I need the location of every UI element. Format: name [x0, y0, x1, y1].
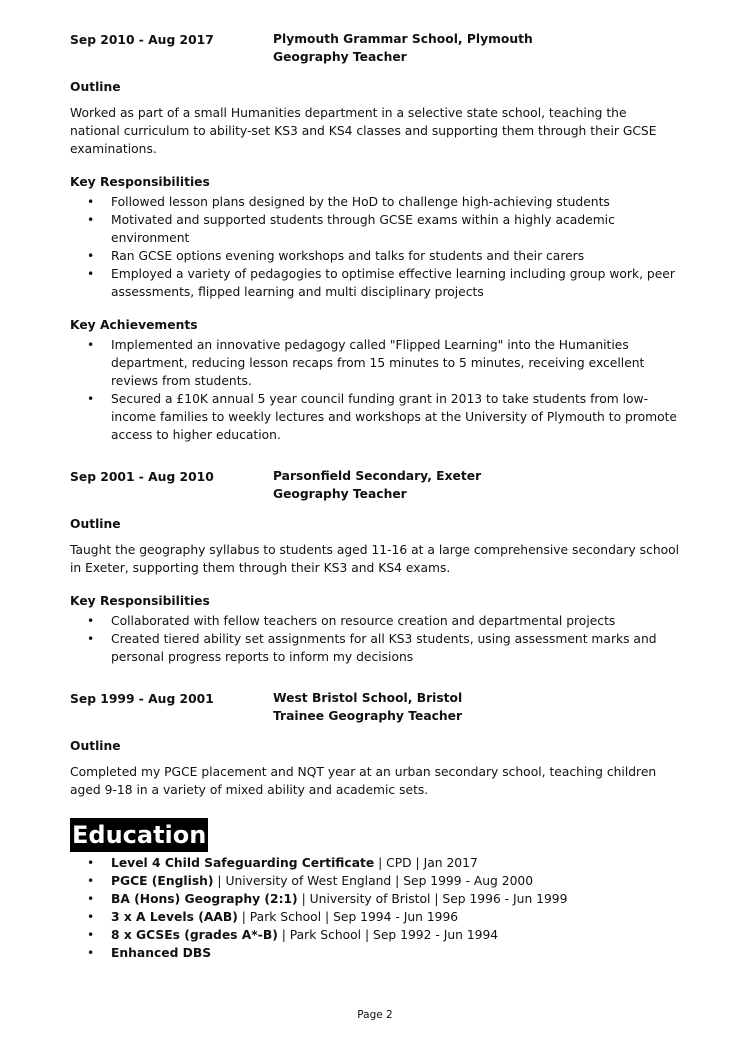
- bullet-icon: •: [87, 392, 95, 406]
- job-role: Geography Teacher: [273, 487, 407, 501]
- education-list: [70, 854, 680, 962]
- job-header: [70, 689, 680, 725]
- list-item: • 8 x GCSEs (grades A*-B) | Park School | Sep 1992 - Jun 1994: [87, 928, 499, 942]
- responsibilities-heading: Key Responsibilities: [70, 594, 210, 608]
- list-item: • 3 x A Levels (AAB) | Park School | Sep 1994 - Jun 1996: [87, 910, 459, 924]
- achievements-heading: Key Achievements: [70, 318, 198, 332]
- bullet-icon: •: [87, 632, 95, 646]
- bullet-icon: •: [87, 946, 95, 960]
- list-item: • Implemented an innovative pedagogy called "Flipped Learning" into the Humanities department, reducing lesson recaps from 15 minutes to 5 minutes, receiving excellent reviews from students.: [87, 338, 645, 388]
- outline-heading: Outline: [70, 80, 121, 94]
- job-header: [70, 467, 680, 503]
- education-heading: Education: [70, 818, 208, 852]
- list-item: • Employed a variety of pedagogies to optimise effective learning including group work, peer assessments, flipped learning and multi disciplinary projects: [87, 267, 675, 299]
- job-entry: [70, 467, 680, 666]
- list-item: • Collaborated with fellow teachers on resource creation and departmental projects: [87, 614, 616, 628]
- bullet-icon: •: [87, 195, 95, 209]
- bullet-icon: •: [87, 856, 95, 870]
- bullet-icon: •: [87, 928, 95, 942]
- bullet-icon: •: [87, 874, 95, 888]
- outline-text: Worked as part of a small Humanities department in a selective state school, teaching the national curriculum to ability-set KS3 and KS4 classes and supporting them through their GCSE examinations.: [70, 106, 657, 156]
- bullet-icon: •: [87, 910, 95, 924]
- list-item: • BA (Hons) Geography (2:1) | University of Bristol | Sep 1996 - Jun 1999: [87, 892, 568, 906]
- outline-heading: Outline: [70, 517, 121, 531]
- list-item: • Ran GCSE options evening workshops and talks for students and their carers: [87, 249, 585, 263]
- page-number: Page 2: [357, 1009, 393, 1021]
- job-organisation: Parsonfield Secondary, Exeter: [273, 469, 482, 483]
- responsibilities-list: [70, 193, 680, 301]
- bullet-icon: •: [87, 213, 95, 227]
- job-organisation: Plymouth Grammar School, Plymouth: [273, 32, 533, 46]
- outline-text: Completed my PGCE placement and NQT year at an urban secondary school, teaching children aged 9-18 in a variety of mixed ability and academic sets.: [70, 765, 657, 797]
- list-item: • Motivated and supported students through GCSE exams within a highly academic environment: [87, 213, 615, 245]
- bullet-icon: •: [87, 614, 95, 628]
- bullet-icon: •: [87, 338, 95, 352]
- job-entry: [70, 689, 680, 799]
- achievements-list: [70, 336, 680, 444]
- outline-heading: Outline: [70, 739, 121, 753]
- bullet-icon: •: [87, 249, 95, 263]
- job-role: Trainee Geography Teacher: [273, 709, 463, 723]
- list-item: • Created tiered ability set assignments for all KS3 students, using assessment marks and personal progress reports to inform my decisions: [87, 632, 657, 664]
- list-item: • Enhanced DBS: [87, 946, 212, 960]
- job-role: Geography Teacher: [273, 50, 407, 64]
- list-item: • PGCE (English) | University of West England | Sep 1999 - Aug 2000: [87, 874, 534, 888]
- job-organisation: West Bristol School, Bristol: [273, 691, 463, 705]
- bullet-icon: •: [87, 267, 95, 281]
- job-entry: [70, 30, 680, 444]
- outline-text: Taught the geography syllabus to students aged 11-16 at a large comprehensive secondary school in Exeter, supporting them through their KS3 and KS4 exams.: [70, 543, 680, 575]
- job-dates: Sep 2010 - Aug 2017: [70, 33, 214, 47]
- bullet-icon: •: [87, 892, 95, 906]
- list-item: • Secured a £10K annual 5 year council funding grant in 2013 to take students from low-income families to weekly lectures and workshops at the University of Plymouth to promote access to higher education.: [87, 392, 677, 442]
- list-item: • Level 4 Child Safeguarding Certificate | CPD | Jan 2017: [87, 856, 478, 870]
- education-section: [70, 799, 680, 962]
- responsibilities-heading: Key Responsibilities: [70, 175, 210, 189]
- job-dates: Sep 2001 - Aug 2010: [70, 470, 214, 484]
- responsibilities-list: [70, 612, 680, 666]
- job-dates: Sep 1999 - Aug 2001: [70, 692, 214, 706]
- list-item: • Followed lesson plans designed by the HoD to challenge high-achieving students: [87, 195, 610, 209]
- job-header: [70, 30, 680, 66]
